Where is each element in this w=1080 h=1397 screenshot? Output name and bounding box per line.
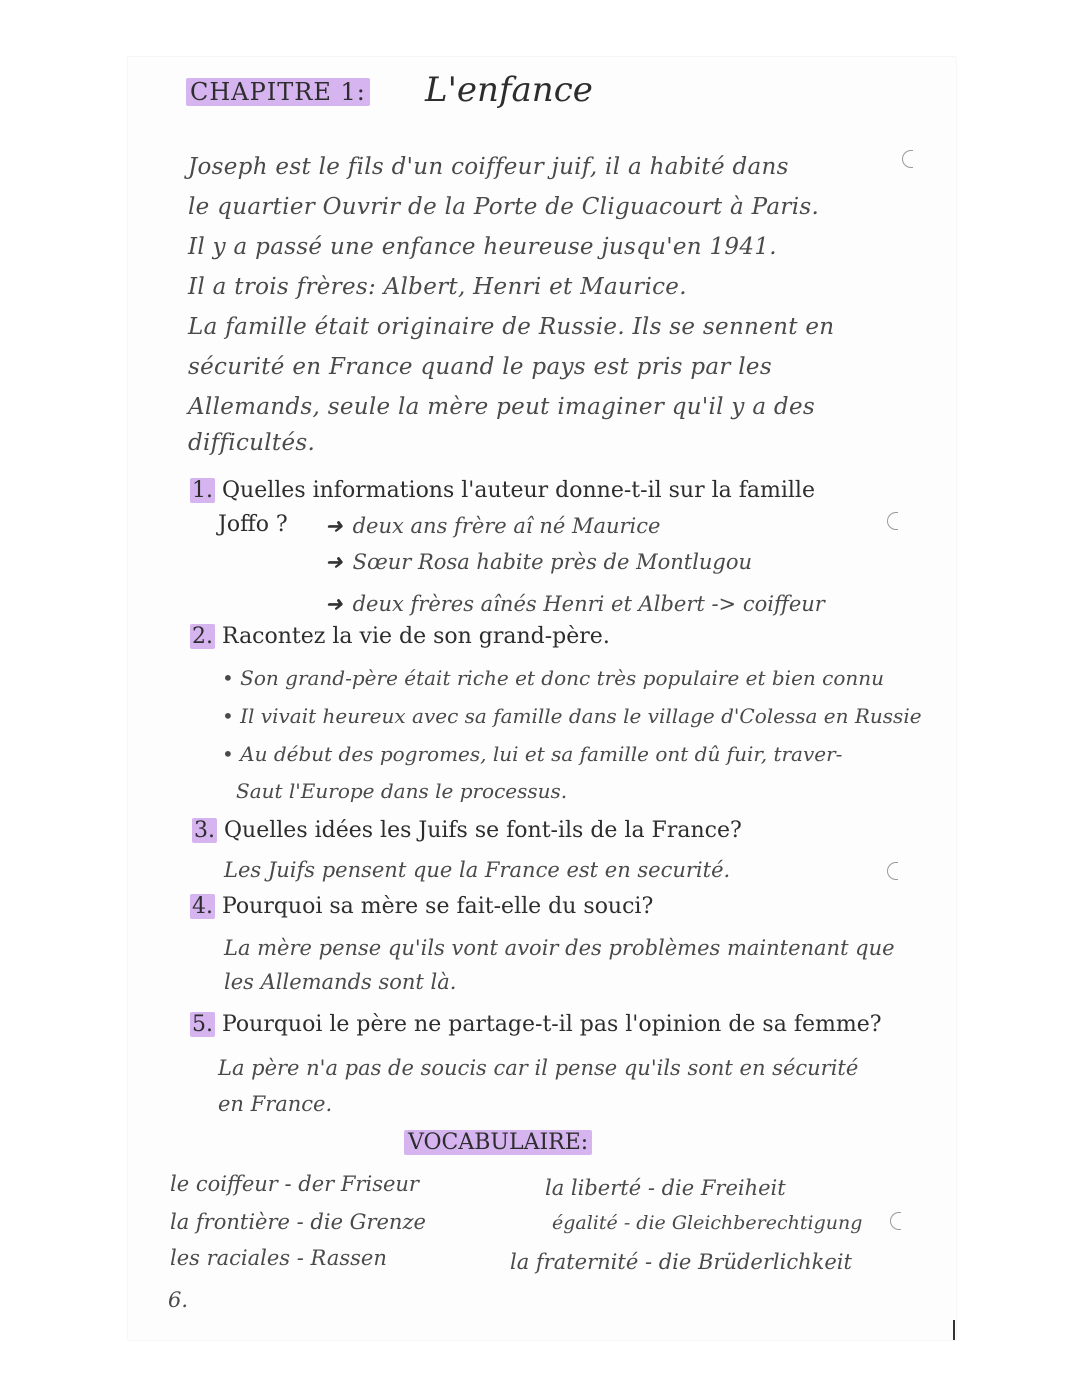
bullet-dot-icon: •	[222, 666, 241, 690]
answer-bullet: ➜ deux frères aînés Henri et Albert -> coiffeur	[325, 592, 825, 616]
question-text: Quelles idées les Juifs se font-ils de la France?	[224, 818, 742, 843]
dash-separator: -	[623, 1212, 637, 1234]
arrow-right-icon: ➜	[325, 592, 343, 616]
binder-ring-mark	[890, 1212, 901, 1230]
intro-line: Il y a passé une enfance heureuse jusqu'en 1941.	[188, 234, 777, 260]
answer-line: les Allemands sont là.	[224, 970, 457, 994]
answer-line: en France.	[218, 1092, 333, 1116]
question-text: Pourquoi le père ne partage-t-il pas l'opinion de sa femme?	[222, 1012, 882, 1037]
bullet-dot-icon: •	[222, 704, 241, 728]
question-1	[190, 478, 815, 503]
binder-ring-mark	[902, 150, 913, 168]
answer-line: La mère pense qu'ils vont avoir des problèmes maintenant que	[224, 936, 895, 960]
vocab-entry: la frontière - die Grenze	[170, 1210, 426, 1234]
question-text: Quelles informations l'auteur donne-t-il sur la famille	[222, 478, 815, 503]
dash-separator: -	[644, 1250, 659, 1274]
arrow-right-icon: ➜	[325, 550, 343, 574]
vocab-entry: la liberté - die Freiheit	[545, 1176, 786, 1200]
vocab-entry: la fraternité - die Brüderlichkeit	[510, 1250, 852, 1274]
question-3	[192, 818, 742, 843]
answer-text: Les Juifs pensent que la France est en securité.	[224, 858, 731, 882]
question-number: 1.	[192, 478, 213, 503]
arrow-right-icon: ➜	[325, 514, 343, 538]
intro-line: La famille était originaire de Russie. Ils se sennent en	[188, 314, 835, 340]
answer-bullet: • Au début des pogromes, lui et sa famille ont dû fuir, traver-	[222, 742, 843, 766]
dash-separator: -	[284, 1172, 299, 1196]
question-4	[190, 894, 653, 919]
vocab-entry: les raciales - Rassen	[170, 1246, 387, 1270]
intro-line: Allemands, seule la mère peut imaginer qu'il y a des	[188, 394, 815, 420]
intro-line: Il a trois frères: Albert, Henri et Maurice.	[188, 274, 687, 300]
bullet-dot-icon: •	[222, 742, 241, 766]
vocabulary-heading: VOCABULAIRE:	[404, 1130, 592, 1155]
page-edge-mark	[953, 1320, 955, 1340]
answer-bullet: • Il vivait heureux avec sa famille dans le village d'Colessa en Russie	[222, 704, 922, 728]
vocab-entry: égalité - die Gleichberechtigung	[552, 1212, 863, 1234]
dash-separator: -	[296, 1246, 311, 1270]
binder-ring-mark	[887, 512, 898, 530]
question-number: 2.	[192, 624, 213, 649]
question-number: 5.	[192, 1012, 213, 1037]
intro-line: sécurité en France quand le pays est pris par les	[188, 354, 772, 380]
answer-bullet: • Son grand-père était riche et donc très populaire et bien connu	[222, 666, 885, 690]
question-1-continuation: Joffo ?	[218, 512, 288, 537]
answer-continuation: Saut l'Europe dans le processus.	[236, 779, 568, 803]
page-number: 6.	[168, 1288, 189, 1312]
question-5	[190, 1012, 882, 1037]
question-text: Pourquoi sa mère se fait-elle du souci?	[222, 894, 654, 919]
question-number: 3.	[194, 818, 215, 843]
dash-separator: -	[296, 1210, 311, 1234]
answer-bullet: ➜ deux ans frère aî né Maurice	[325, 514, 661, 538]
vocab-entry: le coiffeur - der Friseur	[170, 1172, 419, 1196]
intro-line: le quartier Ouvrir de la Porte de Cliguacourt à Paris.	[188, 194, 820, 220]
chapter-label: CHAPITRE 1:	[186, 78, 370, 106]
question-text: Racontez la vie de son grand-père.	[222, 624, 610, 649]
intro-line: difficultés.	[188, 430, 316, 456]
binder-ring-mark	[887, 862, 898, 880]
intro-line: Joseph est le fils d'un coiffeur juif, il a habité dans	[188, 154, 789, 180]
answer-bullet: ➜ Sœur Rosa habite près de Montlugou	[325, 550, 753, 574]
question-number: 4.	[192, 894, 213, 919]
answer-line: La père n'a pas de soucis car il pense qu'ils sont en sécurité	[218, 1056, 859, 1080]
chapter-title: L'enfance	[425, 70, 593, 110]
question-2	[190, 624, 610, 649]
dash-separator: -	[647, 1176, 662, 1200]
